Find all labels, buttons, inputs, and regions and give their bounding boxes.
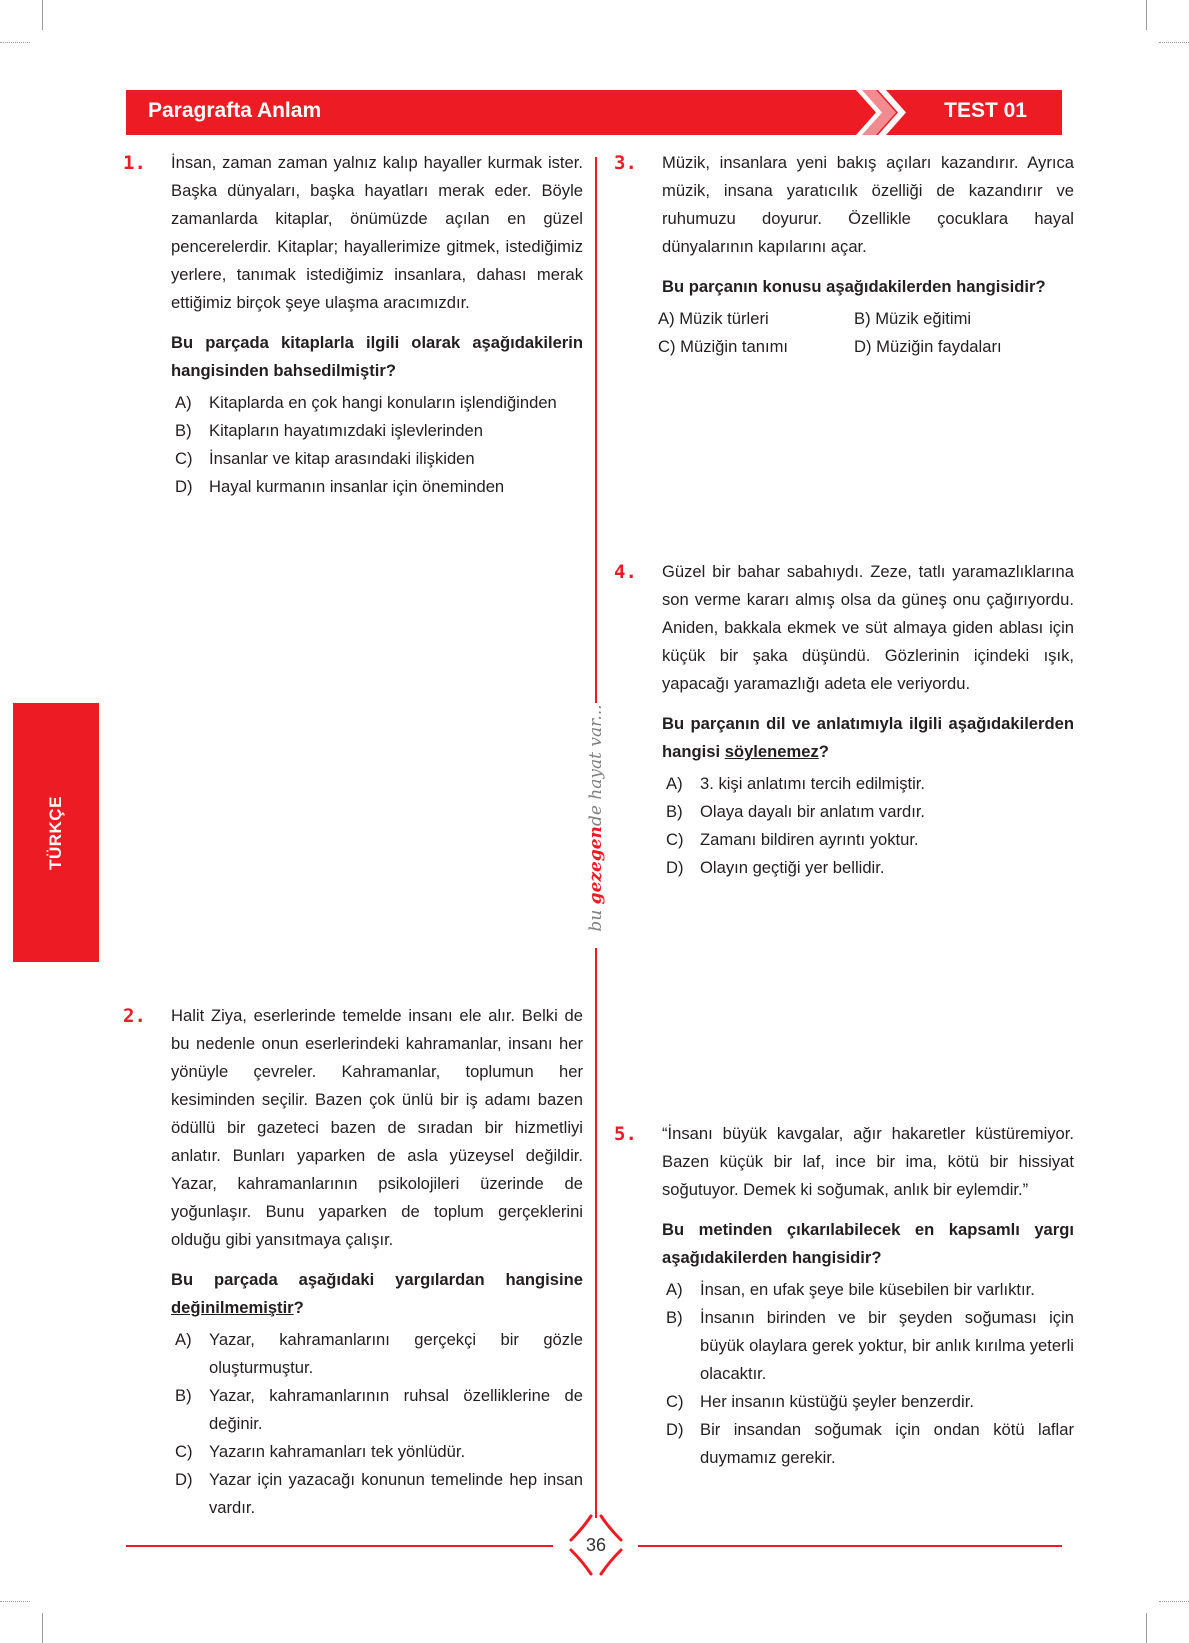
question-passage: Güzel bir bahar sabahıydı. Zeze, tatlı yaramazlıklarına son verme kararı almış olsa da güneş onu çağırıyordu. Aniden, bakkala ekmek ve süt almaya giden ablası için küçük bir şaka düşündü. Gözlerinin içindeki ışık, yapacağı yaramazlığı adeta ele veriyordu. [662, 562, 1074, 693]
question-number: 4. [614, 561, 637, 583]
crop-mark [1159, 1601, 1189, 1603]
option-b[interactable]: B) Yazar, kahramanlarının ruhsal özelliklerine de değinir. [175, 1386, 583, 1433]
question-5 [614, 1120, 1074, 1472]
option-d[interactable]: D) Müziğin faydaları [854, 337, 1002, 356]
question-stem: Bu metinden çıkarılabilecek en kapsamlı yargı aşağıdakilerden hangisidir? [662, 1220, 1074, 1267]
options-list [171, 1326, 583, 1522]
question-stem: Bu parçada kitaplarla ilgili olarak aşağıdakilerin hangisinden bahsedilmiştir? [171, 333, 583, 380]
slogan: bu gezegende hayat var... [586, 704, 606, 932]
page-number-badge [561, 1510, 631, 1580]
option-c[interactable]: C) Müziğin tanımı [658, 337, 789, 356]
question-stem: Bu parçanın dil ve anlatımıyla ilgili aşağıdakilerden hangisi söylenemez? [662, 714, 1074, 761]
emphasis-word: değinilmemiştir [171, 1298, 294, 1317]
crop-mark [1159, 42, 1189, 44]
emphasis-word: söylenemez [724, 742, 819, 761]
question-stem: Bu parçanın konusu aşağıdakilerden hangisidir? [662, 277, 1046, 296]
crop-mark [1146, 0, 1147, 30]
options-list [662, 1276, 1074, 1472]
crop-mark [42, 0, 43, 30]
question-2 [123, 1002, 583, 1522]
question-number: 3. [614, 152, 637, 174]
column-divider [595, 157, 597, 703]
subject-tab [13, 703, 99, 962]
chevron-right-icon [852, 90, 922, 135]
option-a[interactable]: A) Kitaplarda en çok hangi konuların işlendiğinden [175, 393, 557, 412]
section-header [126, 90, 1062, 135]
option-c[interactable]: C) İnsanlar ve kitap arasındaki ilişkiden [175, 449, 475, 468]
crop-mark [42, 1613, 43, 1643]
option-b[interactable]: B) Müzik eğitimi [854, 309, 972, 328]
option-a[interactable]: A) Yazar, kahramanlarını gerçekçi bir gözle oluşturmuştur. [175, 1330, 583, 1377]
option-b[interactable]: B) İnsanın birinden ve bir şeyden soğuması için büyük olaylara gerek yoktur, bir anlık kırılma yeterli olacaktır. [666, 1308, 1074, 1383]
footer-rule [638, 1545, 1062, 1547]
option-b[interactable]: B) Olaya dayalı bir anlatım vardır. [666, 802, 926, 821]
column-divider [595, 948, 597, 1518]
question-passage: “İnsanı büyük kavgalar, ağır hakaretler küstüremiyor. Bazen küçük bir laf, ince bir ima, kötü bir hissiyat soğutuyor. Demek ki soğumak, anlık bir eylemdir.” [662, 1124, 1074, 1199]
question-4 [614, 558, 1074, 882]
question-1 [123, 149, 583, 501]
option-d[interactable]: D) Yazar için yazacağı konunun temelinde hep insan vardır. [175, 1470, 583, 1517]
options-list [662, 770, 1074, 882]
option-a[interactable]: A) Müzik türleri [658, 309, 769, 328]
question-passage: Müzik, insanlara yeni bakış açıları kazandırır. Ayrıca müzik, insana yaratıcılık özelliği de kazandırır ve ruhumuzu doyurur. Özellikle çocuklara hayal dünyalarının kapılarını açar. [662, 153, 1074, 256]
option-a[interactable]: A) 3. kişi anlatımı tercih edilmiştir. [666, 774, 926, 793]
question-number: 2. [123, 1005, 146, 1027]
option-b[interactable]: B) Kitapların hayatımızdaki işlevlerinden [175, 421, 483, 440]
question-3 [614, 149, 1074, 361]
option-c[interactable]: C) Zamanı bildiren ayrıntı yoktur. [666, 830, 919, 849]
subject-label: TÜRKÇE [46, 795, 65, 870]
question-passage: Halit Ziya, eserlerinde temelde insanı ele alır. Belki de bu nedenle onun eserlerindeki kahramanlar, insanı her yönüyle çevreler. Kahramanlar, toplumun her kesiminden seçilir. Bazen çok ünlü bir iş adamı bazen ödüllü bir gazeteci bazen de sıradan bir hizmetliyi anlatır. Bunları yaparken de asla yüzeysel değildir. Yazar, kahramanlarının psikolojileri üzerinde de yoğunlaşır. Bunu yaparken de toplum gerçeklerini olduğu gibi yansıtmaya çalışır. [171, 1006, 583, 1249]
crop-mark [0, 42, 30, 44]
option-c[interactable]: C) Yazarın kahramanları tek yönlüdür. [175, 1442, 466, 1461]
option-a[interactable]: A) İnsan, en ufak şeye bile küsebilen bir varlıktır. [666, 1280, 1035, 1299]
question-number: 5. [614, 1123, 637, 1145]
crop-mark [0, 1601, 30, 1603]
question-stem: Bu parçada aşağıdaki yargılardan hangisine değinilmemiştir? [171, 1270, 583, 1317]
option-d[interactable]: D) Bir insandan soğumak için ondan kötü laflar duymamız gerekir. [666, 1420, 1074, 1467]
crop-mark [1146, 1613, 1147, 1643]
page-number: 36 [585, 1534, 607, 1555]
options-list [658, 305, 1074, 361]
option-d[interactable]: D) Hayal kurmanın insanlar için öneminden [175, 477, 505, 496]
test-label: TEST 01 [944, 99, 1027, 122]
option-d[interactable]: D) Olayın geçtiği yer bellidir. [666, 858, 885, 877]
section-title: Paragrafta Anlam [148, 99, 322, 122]
slogan-highlight: gezegen [586, 826, 606, 905]
option-c[interactable]: C) Her insanın küstüğü şeyler benzerdir. [666, 1392, 974, 1411]
footer-rule [126, 1545, 553, 1547]
question-passage: İnsan, zaman zaman yalnız kalıp hayaller kurmak ister. Başka dünyaları, başka hayatları merak eder. Böyle zamanlarda kitaplar, önümüzde açılan en güzel pencerelerdir. Kitaplar; hayallerimize gitmek, istediğimiz yerlere, tanımak istediğimiz insanlara, dahası merak ettiğimiz birçok şeye ulaşma aracımızdır. [171, 153, 583, 312]
question-number: 1. [123, 152, 146, 174]
options-list [171, 389, 583, 501]
